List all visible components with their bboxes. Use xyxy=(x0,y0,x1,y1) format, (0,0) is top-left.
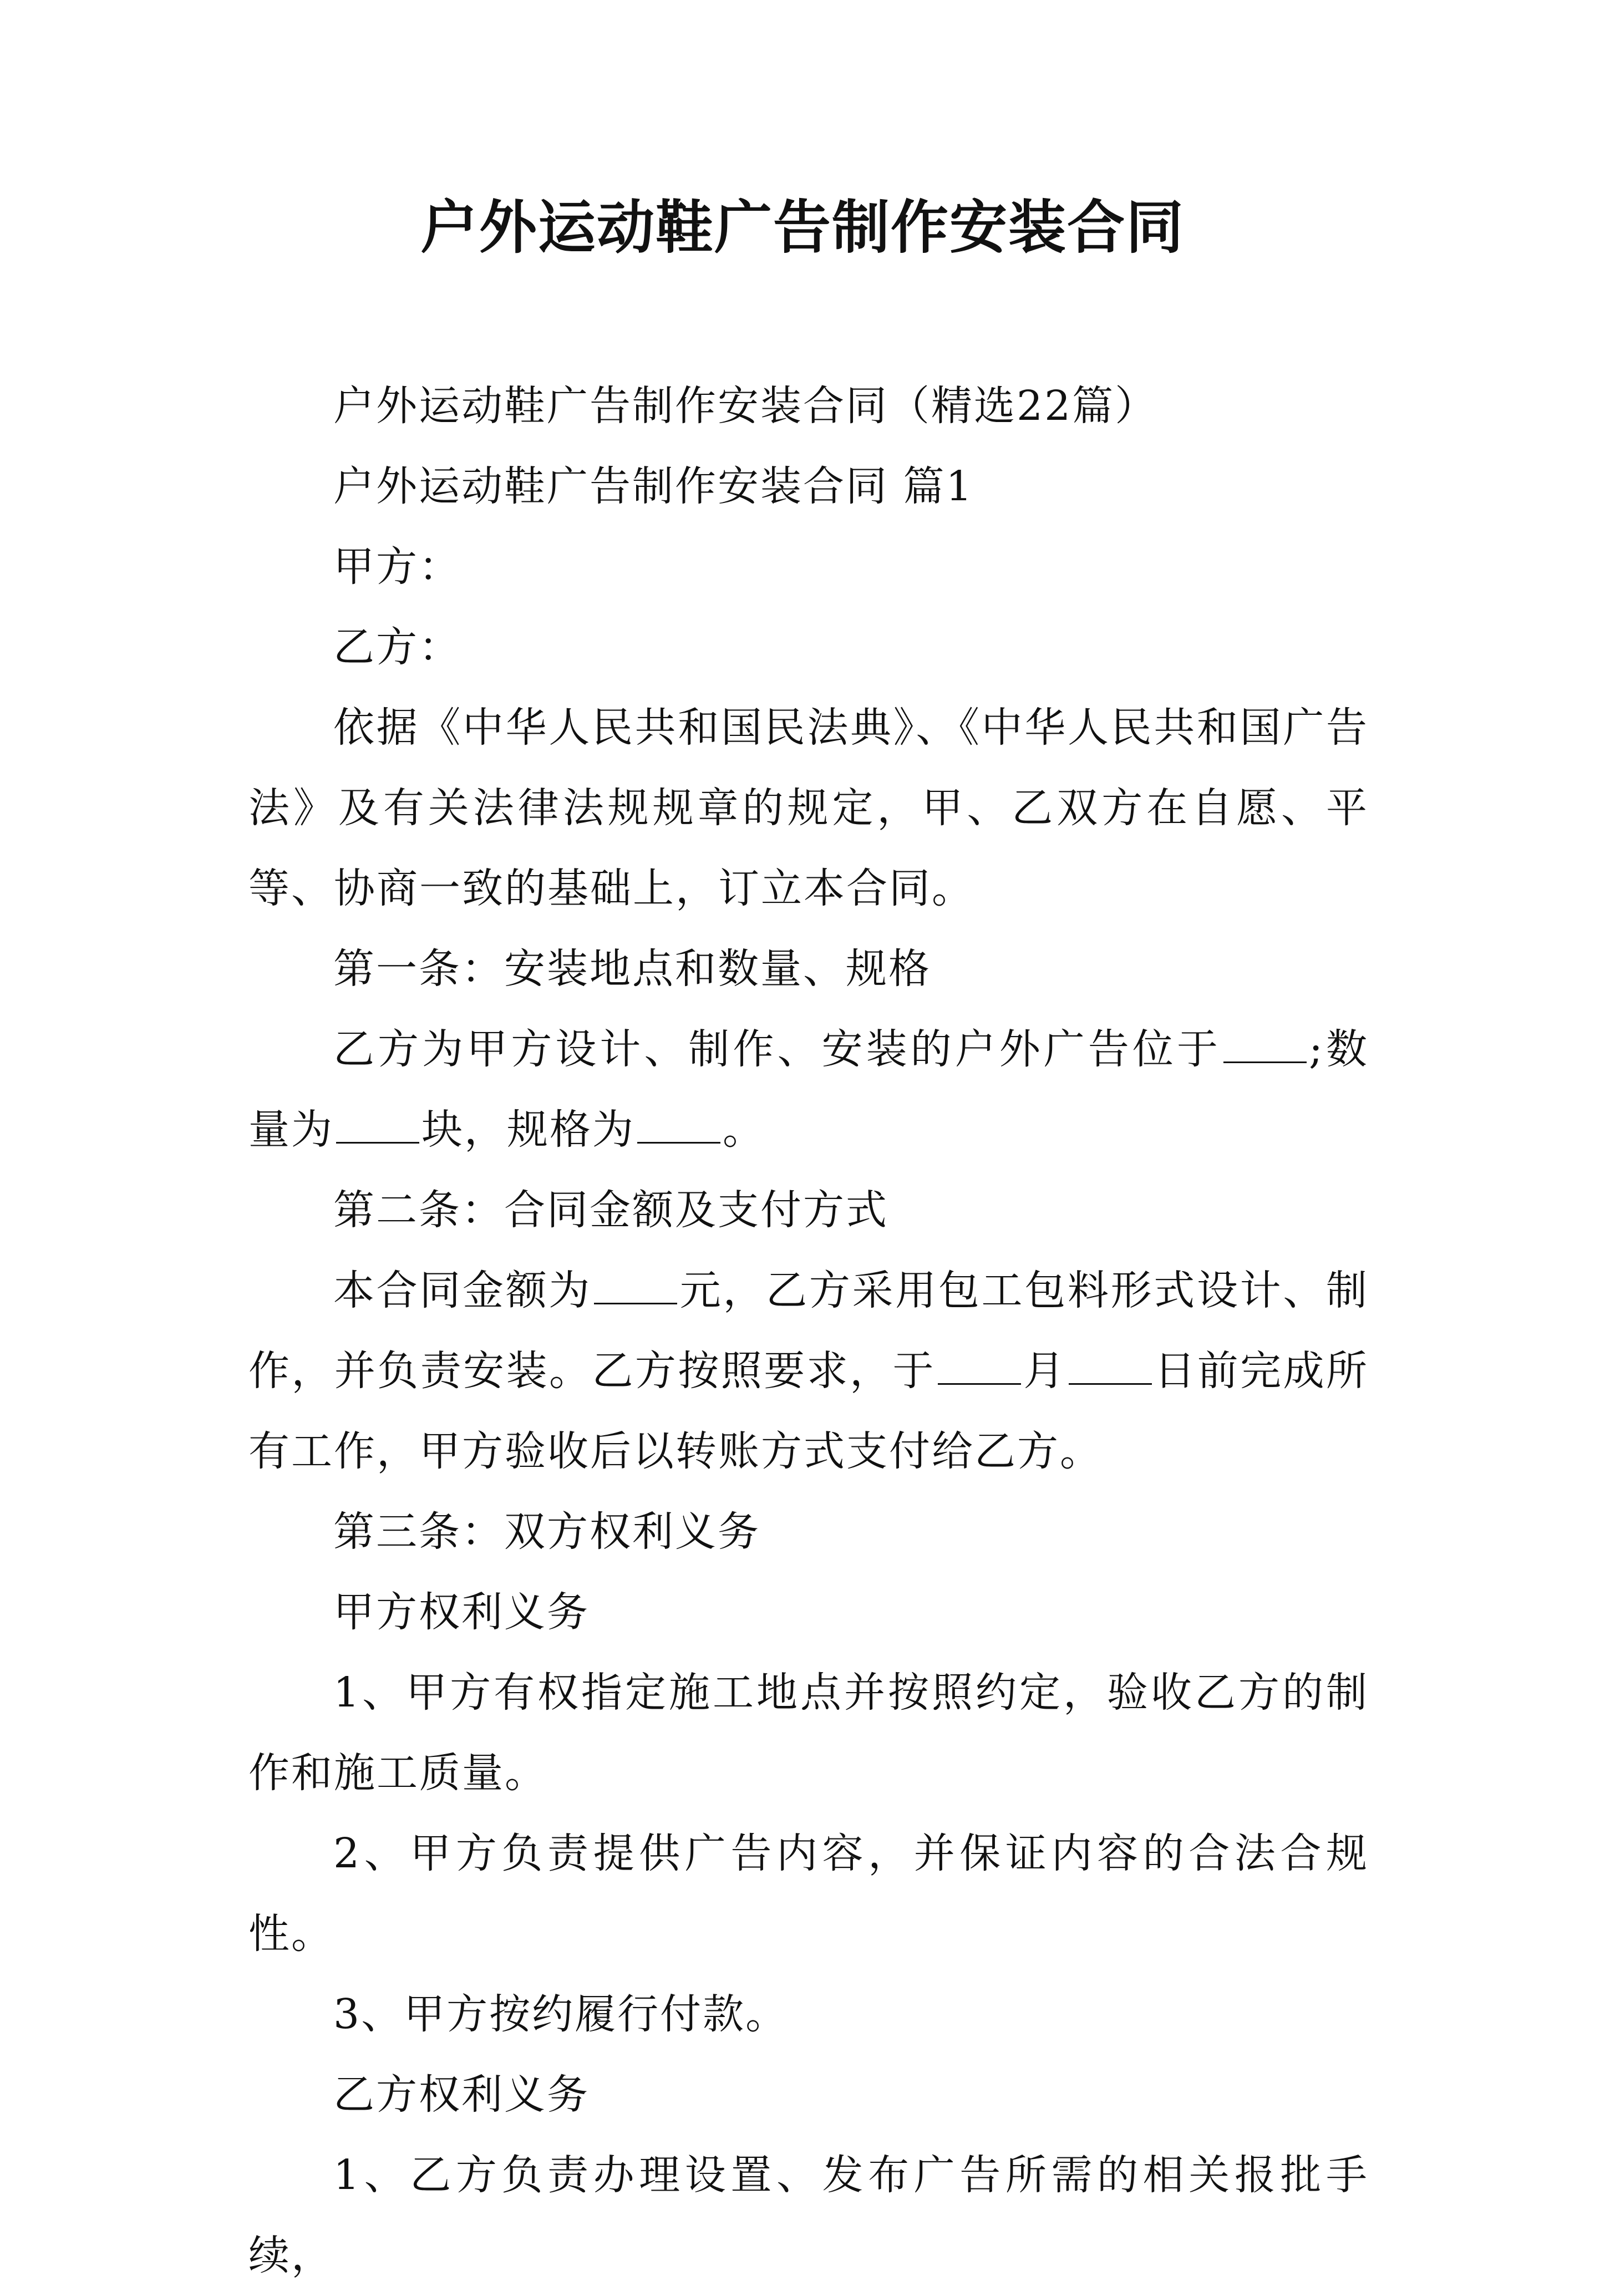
document-body xyxy=(248,366,1369,2296)
blank-month-field xyxy=(938,1347,1021,1385)
article-1-text-a: 乙方为甲方设计、制作、安装的户外广告位于 xyxy=(333,1025,1222,1073)
paragraph-collection-heading: 户外运动鞋广告制作安装合同（精选22篇） xyxy=(333,382,1158,430)
article-2-text-a: 本合同金额为 xyxy=(333,1267,592,1314)
paragraph-legal-basis: 依据《中华人民共和国民法典》、《中华人民共和国广告法》及有关法律法规规章的规定，甲、乙双方在自愿、平等、协商一致的基础上，订立本合同。 xyxy=(248,704,1369,912)
blank-amount-field xyxy=(594,1266,677,1304)
article-2-heading: 第二条：合同金额及支付方式 xyxy=(333,1186,888,1234)
article-1-text-d: 。 xyxy=(723,1106,765,1154)
article-1-body xyxy=(248,1009,1369,1170)
article-2-text-b: 元，乙方采用包工包料形式设计、制作，并负责安装。乙方按照要求，于 xyxy=(248,1267,1369,1395)
paragraph-party-a: 甲方： xyxy=(333,543,461,591)
article-2-text-c: 月 xyxy=(1023,1347,1066,1395)
party-a-rights-item-3: 3、甲方按约履行付款。 xyxy=(333,1990,789,2038)
party-a-rights-item-1: 1、甲方有权指定施工地点并按照约定，验收乙方的制作和施工质量。 xyxy=(248,1669,1369,1797)
article-2-body xyxy=(248,1251,1369,1492)
paragraph-party-b: 乙方： xyxy=(333,623,461,671)
article-1-text-c: 块，规格为 xyxy=(421,1106,635,1154)
party-b-rights-item-1: 1、乙方负责办理设置、发布广告所需的相关报批手续， xyxy=(248,2151,1369,2279)
party-a-rights-heading: 甲方权利义务 xyxy=(333,1588,590,1636)
article-3-heading: 第三条：双方权利义务 xyxy=(333,1508,760,1556)
article-1-heading: 第一条：安装地点和数量、规格 xyxy=(333,945,931,993)
blank-location-field xyxy=(1223,1025,1307,1063)
article-2-text-d: 日前完成所有工作，甲方验收后以转账方式支付给乙方。 xyxy=(248,1347,1369,1475)
document-title: 户外运动鞋广告制作安装合同 xyxy=(420,193,1185,261)
article-1-text-b: ;数量为 xyxy=(248,1025,1369,1154)
paragraph-chapter-heading: 户外运动鞋广告制作安装合同 篇1 xyxy=(333,463,974,510)
party-a-rights-item-2: 2、甲方负责提供广告内容，并保证内容的合法合规性。 xyxy=(248,1830,1369,1958)
blank-spec-field xyxy=(637,1105,720,1144)
party-b-rights-heading: 乙方权利义务 xyxy=(333,2071,590,2119)
blank-day-field xyxy=(1069,1347,1152,1385)
blank-quantity-field xyxy=(336,1105,419,1144)
